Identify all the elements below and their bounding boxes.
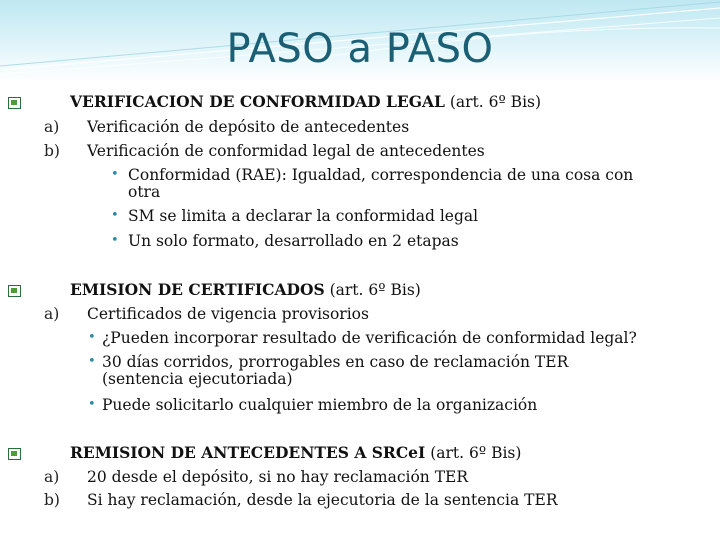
- section-heading-bold: REMISION DE ANTECEDENTES A SRCeI: [70, 443, 426, 462]
- section-heading: [70, 92, 541, 112]
- section-heading-ref: (art. 6º Bis): [324, 281, 421, 299]
- section-heading-bold: VERIFICACION DE CONFORMIDAD LEGAL: [70, 92, 445, 111]
- bullet-dot-icon: •: [111, 233, 119, 248]
- bullet-item: Conformidad (RAE): Igualdad, correspondencia de una cosa con: [128, 166, 634, 184]
- bullet-item: SM se limita a declarar la conformidad legal: [128, 207, 479, 225]
- bullet-item: 30 días corridos, prorrogables en caso de reclamación TER: [102, 353, 569, 371]
- checkbox-bullet-icon: [8, 285, 21, 297]
- section-heading: [70, 443, 521, 463]
- list-marker: a): [44, 118, 60, 136]
- page-title: PASO a PASO: [226, 26, 494, 72]
- bullet-item: ¿Pueden incorporar resultado de verificación de conformidad legal?: [102, 329, 637, 347]
- section-heading-ref: (art. 6º Bis): [425, 444, 522, 462]
- bullet-dot-icon: •: [88, 397, 96, 412]
- bullet-item-continuation: otra: [128, 183, 161, 201]
- bullet-dot-icon: •: [111, 167, 119, 182]
- checkbox-bullet-icon: [8, 448, 21, 460]
- list-item: Si hay reclamación, desde la ejecutoria de la sentencia TER: [87, 491, 558, 509]
- bullet-item-continuation: (sentencia ejecutoriada): [102, 370, 293, 388]
- list-item: Verificación de depósito de antecedentes: [87, 118, 410, 136]
- bullet-dot-icon: •: [111, 208, 119, 223]
- list-marker: b): [44, 491, 60, 509]
- list-marker: a): [44, 305, 60, 323]
- list-item: Certificados de vigencia provisorios: [87, 305, 369, 323]
- section-heading: [70, 280, 421, 300]
- section-heading-bold: EMISION DE CERTIFICADOS: [70, 280, 325, 299]
- section-heading-ref: (art. 6º Bis): [444, 93, 542, 111]
- bullet-item: Puede solicitarlo cualquier miembro de la organización: [102, 396, 538, 414]
- bullet-item: Un solo formato, desarrollado en 2 etapas: [128, 232, 459, 250]
- bullet-dot-icon: •: [88, 354, 96, 369]
- checkbox-bullet-icon: [8, 97, 21, 109]
- list-marker: a): [44, 468, 60, 486]
- list-item: Verificación de conformidad legal de antecedentes: [87, 142, 485, 160]
- bullet-dot-icon: •: [88, 330, 96, 345]
- list-item: 20 desde el depósito, si no hay reclamación TER: [87, 468, 469, 486]
- list-marker: b): [44, 142, 60, 160]
